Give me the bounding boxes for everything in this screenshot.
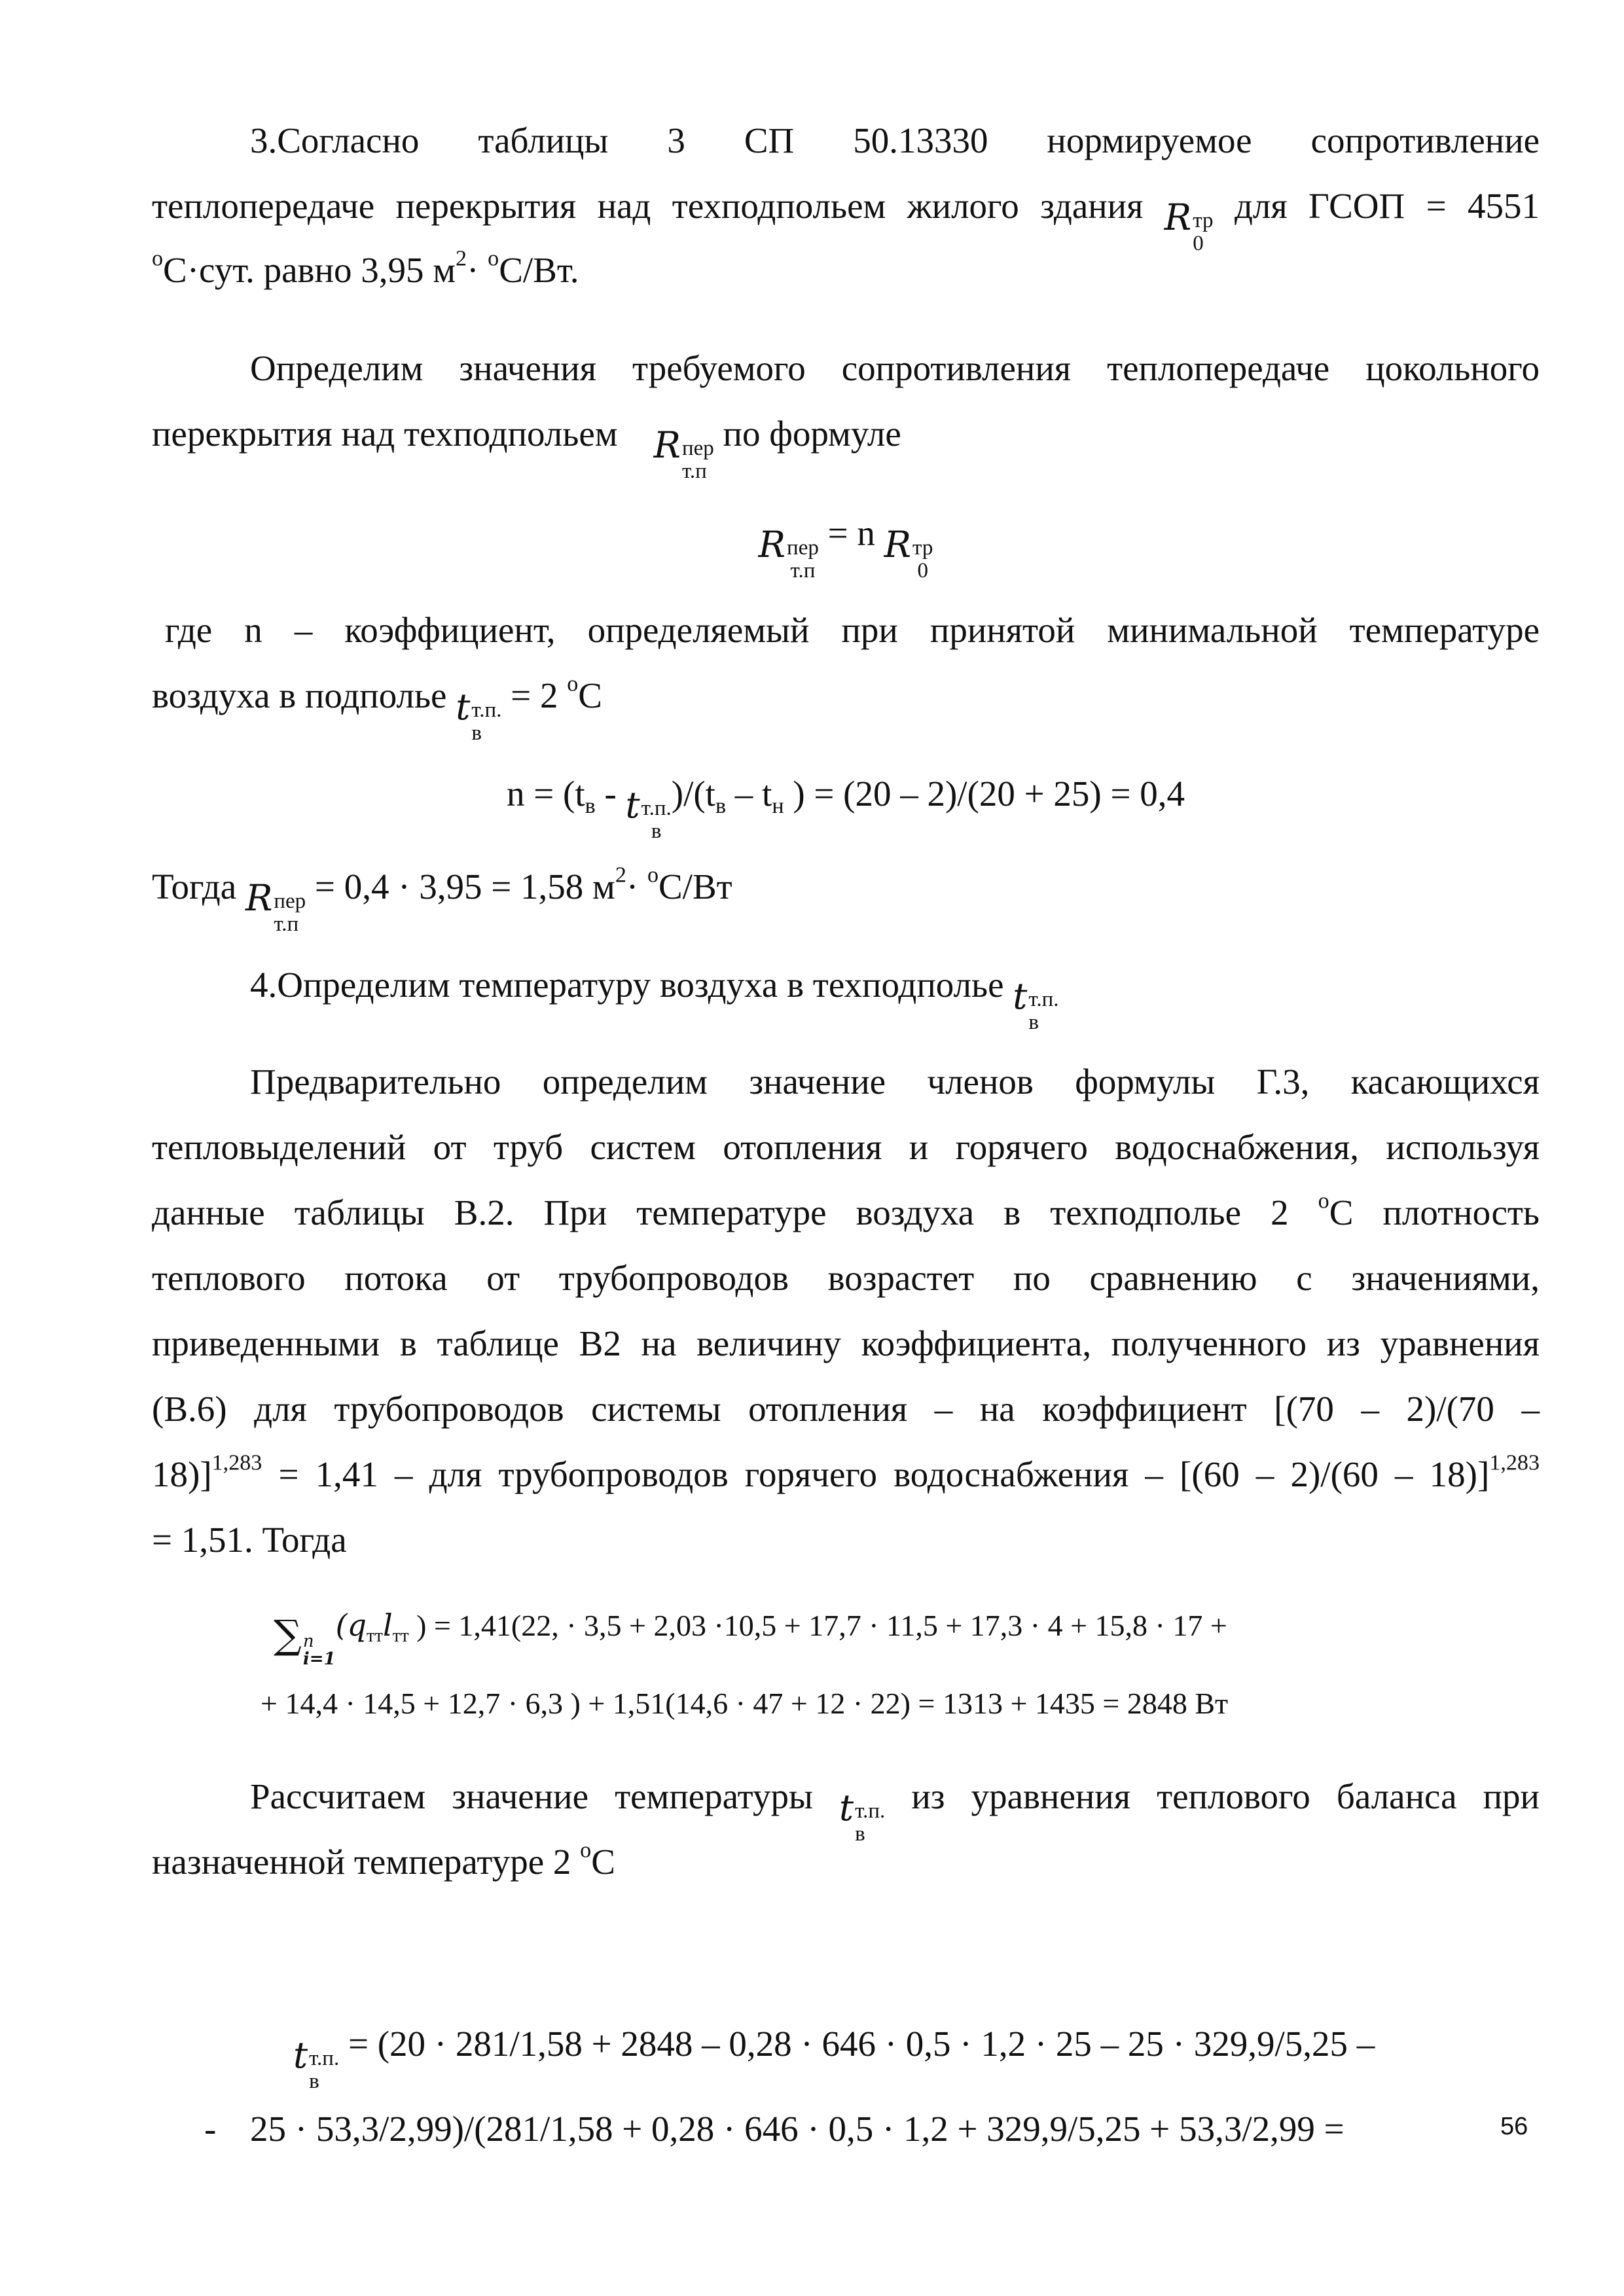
para2-line1: Определим значения требуемого сопротивления теплопередаче цокольного [250, 348, 1540, 388]
para3-line1: где n – коэффициент, определяемый при принятой минимальной температуре [165, 610, 1540, 650]
formula-t-line1: t т.п. в = (20 · 281/1,58 + 2848 – 0,28 · 646 · 0,5 · 1,2 · 25 – 25 · 329,9/5,25 – [293, 2024, 1375, 2093]
para2-line2: перекрытия над техподпольем R пер т.п по формуле [152, 414, 901, 483]
para1-line1: 3.Согласно таблицы 3 СП 50.13330 нормируемое сопротивление [250, 120, 1540, 160]
para6-line5: приведенными в таблице В2 на величину коэффициента, полученного из уравнения [152, 1323, 1540, 1363]
para6-line2: тепловыделений от труб систем отопления и горячего водоснабжения, используя [152, 1127, 1540, 1167]
symbol-R-tp-per: R пер т.п [653, 423, 714, 483]
formula-t-dash: - [204, 2109, 217, 2149]
para6-line1: Предварительно определим значение членов формулы Г.3, касающихся [250, 1062, 1540, 1102]
para7-line1: Рассчитаем значение температуры t т.п. в из уравнения теплового баланса при [250, 1776, 1540, 1846]
para6-line4: теплового потока от трубопроводов возрастет по сравнению с значениями, [152, 1258, 1540, 1298]
para6-line7: 18)]$^{1,283}$ = 1,41 – для трубопроводов горячего водоснабжения – [(60 – 2)/(60 – 18)]$^{1,283}$ [152, 1450, 1540, 1494]
para6-line8: = 1,51. Тогда [152, 1520, 347, 1560]
para7-line2: назначенной температуре 2 $^o$С [152, 1838, 615, 1882]
formula-n: $n = (t_в - t$ т.п. в )$/(t_в - t_н$ ) = (20 – 2)/(20 + 25) = 0,4 [506, 774, 1185, 843]
para4-line: Тогда R пер т.п = 0,4 · 3,95 = 1,58 $м^2\cdot ^oС/Вт$ [152, 863, 732, 936]
formula-t-line2: 25 · 53,3/2,99)/(281/1,58 + 0,28 · 646 · 0,5 · 1,2 + 329,9/5,25 + 53,3/2,99 = [250, 2109, 1344, 2149]
para6-line6: (В.6) для трубопроводов системы отопления – на коэффициент [(70 – 2)/(70 – [152, 1389, 1540, 1429]
para6-line3: данные таблицы В.2. При температуре воздуха в техподполье 2 $^o$С плотность [152, 1189, 1540, 1232]
para3-line2: воздуха в подполье t т.п. в = 2 $^o$С [152, 672, 602, 745]
formula-R-tp: R пер т.п = n R тр 0 [758, 513, 933, 583]
formula-sum-line2: + 14,4 · 14,5 + 12,7 · 6,3 ) + 1,51(14,6 · 47 + 12 · 22) = 1313 + 1435 = 2848 Вт [261, 1687, 1229, 1720]
para1-line2: теплопередаче перекрытия над техподпольем жилого здания R тр 0 для ГСОП = 4551 [152, 186, 1540, 255]
page-number: 56 [1500, 2113, 1528, 2140]
section-4-heading: 4.Определим температуру воздуха в техподполье t т.п. в [250, 965, 1059, 1034]
para1-line3: $^o$С·сут. равно 3,95 $м^2\cdot ^oС/Вт$. [152, 246, 579, 290]
symbol-R0-tr: R тр 0 [1164, 196, 1214, 255]
formula-sum-line1: ∑ n i=1 ($q_{тт}l_{тт}$ ) = 1,41(22, · 3,5 + 2,03 ·10,5 + 17,7 · 11,5 + 17,3 · 4 + 15,8 · 17 + [274, 1607, 1227, 1669]
